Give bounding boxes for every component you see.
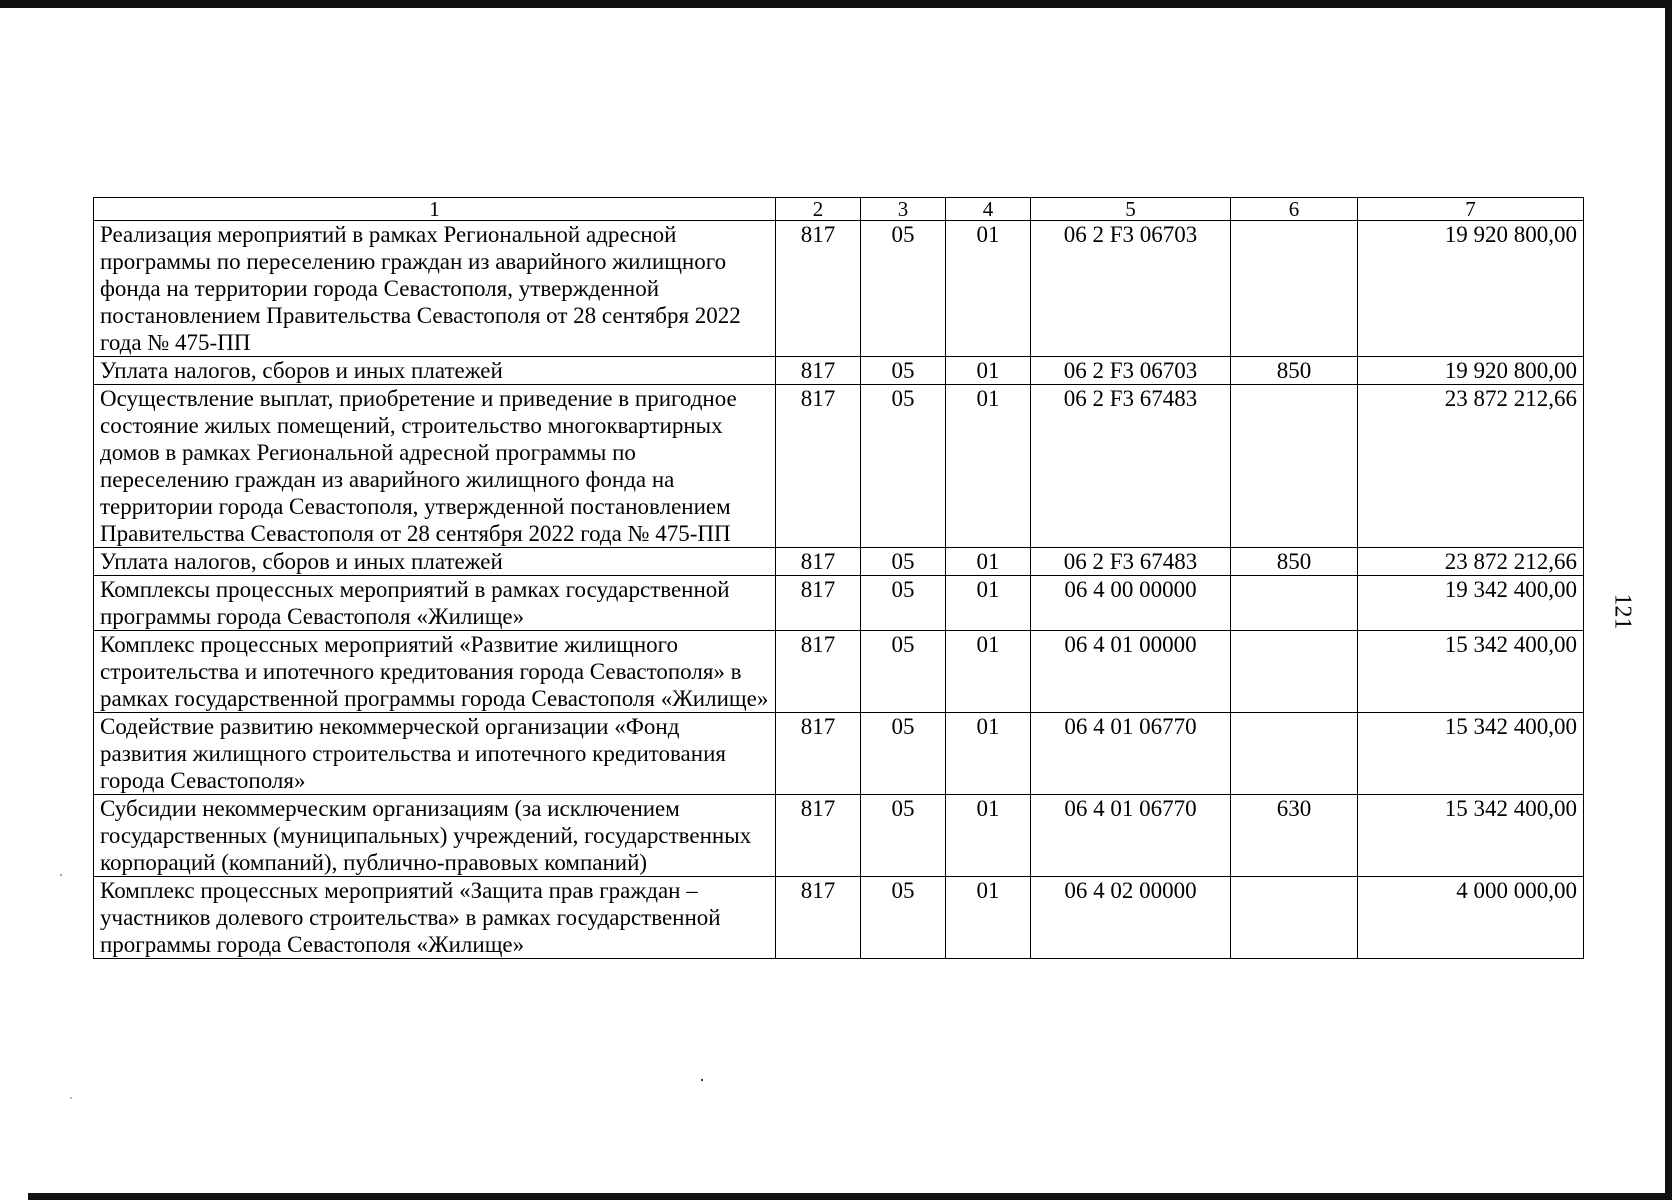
row-col-6: 850 (1231, 357, 1358, 385)
row-col-5: 06 4 01 06770 (1031, 713, 1231, 795)
row-description: Реализация мероприятий в рамках Региональной адресной программы по переселению граждан из аварийного жилищного фонда на территории города Севастополя, утвержденной постановлением Правительства Севастополя от 28 сентября 2022 года № 475-ПП (94, 221, 776, 357)
row-col-2: 817 (776, 357, 861, 385)
scan-speck (701, 1079, 703, 1081)
table-row (94, 357, 1584, 385)
row-col-5: 06 4 02 00000 (1031, 877, 1231, 959)
row-amount: 23 872 212,66 (1358, 548, 1584, 576)
scan-border-top (0, 0, 1672, 8)
col-header-3: 3 (861, 198, 946, 221)
row-amount: 23 872 212,66 (1358, 385, 1584, 548)
row-col-4: 01 (946, 357, 1031, 385)
row-col-4: 01 (946, 795, 1031, 877)
row-col-2: 817 (776, 385, 861, 548)
table-row (94, 795, 1584, 877)
table-row (94, 385, 1584, 548)
row-col-4: 01 (946, 877, 1031, 959)
row-col-3: 05 (861, 548, 946, 576)
row-amount: 19 920 800,00 (1358, 221, 1584, 357)
row-col-3: 05 (861, 385, 946, 548)
table-row (94, 548, 1584, 576)
row-col-5: 06 4 00 00000 (1031, 576, 1231, 631)
row-amount: 15 342 400,00 (1358, 713, 1584, 795)
page-number: 121 (1609, 593, 1636, 630)
col-header-2: 2 (776, 198, 861, 221)
row-col-3: 05 (861, 631, 946, 713)
row-col-6 (1231, 385, 1358, 548)
col-header-6: 6 (1231, 198, 1358, 221)
table-row (94, 631, 1584, 713)
col-header-1: 1 (94, 198, 776, 221)
row-amount: 4 000 000,00 (1358, 877, 1584, 959)
table-row (94, 877, 1584, 959)
scan-speck (70, 1097, 72, 1099)
row-col-2: 817 (776, 548, 861, 576)
row-description: Комплексы процессных мероприятий в рамках государственной программы города Севастополя «Жилище» (94, 576, 776, 631)
row-col-3: 05 (861, 221, 946, 357)
row-description: Уплата налогов, сборов и иных платежей (94, 548, 776, 576)
row-description: Субсидии некоммерческим организациям (за исключением государственных (муниципальных) учреждений, государственных корпораций (компаний), публично-правовых компаний) (94, 795, 776, 877)
scan-border-right (1665, 0, 1672, 1200)
row-col-2: 817 (776, 713, 861, 795)
row-amount: 19 920 800,00 (1358, 357, 1584, 385)
row-col-4: 01 (946, 631, 1031, 713)
row-col-4: 01 (946, 548, 1031, 576)
budget-table (93, 197, 1584, 959)
col-header-5: 5 (1031, 198, 1231, 221)
row-col-6 (1231, 877, 1358, 959)
row-col-6 (1231, 221, 1358, 357)
table-body (94, 221, 1584, 959)
col-header-7: 7 (1358, 198, 1584, 221)
row-col-2: 817 (776, 576, 861, 631)
row-col-4: 01 (946, 221, 1031, 357)
row-col-5: 06 2 F3 67483 (1031, 385, 1231, 548)
row-col-4: 01 (946, 576, 1031, 631)
row-col-3: 05 (861, 877, 946, 959)
row-col-6: 630 (1231, 795, 1358, 877)
row-description: Комплекс процессных мероприятий «Развитие жилищного строительства и ипотечного кредитования города Севастополя» в рамках государственной программы города Севастополя «Жилище» (94, 631, 776, 713)
row-amount: 15 342 400,00 (1358, 631, 1584, 713)
row-description: Осуществление выплат, приобретение и приведение в пригодное состояние жилых помещений, строительство многоквартирных домов в рамках Региональной адресной программы по переселению граждан из аварийного жилищного фонда на территории города Севастополя, утвержденной постановлением Правительства Севастополя от 28 сентября 2022 года № 475-ПП (94, 385, 776, 548)
row-col-5: 06 2 F3 06703 (1031, 357, 1231, 385)
table-row (94, 713, 1584, 795)
row-col-4: 01 (946, 713, 1031, 795)
row-col-6: 850 (1231, 548, 1358, 576)
row-col-2: 817 (776, 631, 861, 713)
row-description: Уплата налогов, сборов и иных платежей (94, 357, 776, 385)
row-col-4: 01 (946, 385, 1031, 548)
row-col-5: 06 2 F3 67483 (1031, 548, 1231, 576)
row-col-6 (1231, 713, 1358, 795)
table-row (94, 221, 1584, 357)
row-col-5: 06 4 01 00000 (1031, 631, 1231, 713)
row-col-2: 817 (776, 795, 861, 877)
header-row (94, 198, 1584, 221)
row-col-6 (1231, 631, 1358, 713)
table-row (94, 576, 1584, 631)
scan-border-bottom (28, 1193, 1672, 1200)
col-header-4: 4 (946, 198, 1031, 221)
row-col-3: 05 (861, 713, 946, 795)
scan-speck (60, 874, 62, 876)
row-col-5: 06 2 F3 06703 (1031, 221, 1231, 357)
row-col-3: 05 (861, 576, 946, 631)
row-col-2: 817 (776, 221, 861, 357)
row-amount: 19 342 400,00 (1358, 576, 1584, 631)
row-description: Комплекс процессных мероприятий «Защита прав граждан – участников долевого строительства» в рамках государственной программы города Севастополя «Жилище» (94, 877, 776, 959)
row-col-2: 817 (776, 877, 861, 959)
row-col-5: 06 4 01 06770 (1031, 795, 1231, 877)
row-col-6 (1231, 576, 1358, 631)
row-amount: 15 342 400,00 (1358, 795, 1584, 877)
row-description: Содействие развитию некоммерческой организации «Фонд развития жилищного строительства и ипотечного кредитования города Севастополя» (94, 713, 776, 795)
row-col-3: 05 (861, 795, 946, 877)
row-col-3: 05 (861, 357, 946, 385)
